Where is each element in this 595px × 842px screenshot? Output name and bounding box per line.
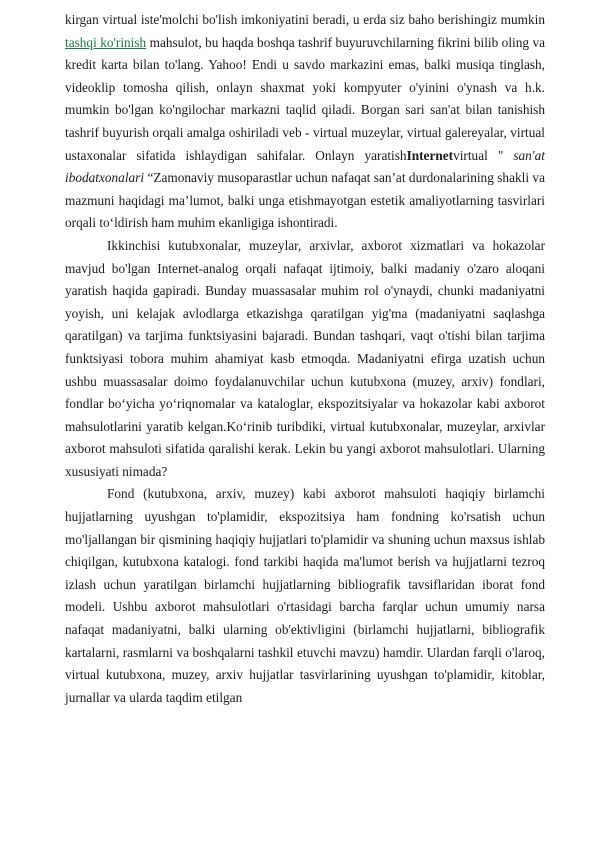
bold-term-internet: Internet — [406, 147, 454, 163]
paragraph-1-text-b: mahsulot, bu haqda boshqa tashrif buyuruvchilarning fikrini bilib oling va kredit karta bilan to'lang. Yahoo! Endi u savdo markazini emas, balki musiqa tinglash, videoklip tomosha qilish, onlayn shaxmat yoki kompyuter o'yinini o'ynash va h.k. mumkin bo'lgan ko'ngilochar markazni taqlid qiladi. Borgan sari san'at bilan tanishish tashrif buyurish orqali amalga oshiriladi veb - virtual muzeylar, virtual galereyalar, virtual ustaxonalar sifatida ishlaydigan sahifalar. Onlayn yaratish — [65, 34, 545, 163]
paragraph-3: Fond (kutubxona, arxiv, muzey) kabi axborot mahsuloti haqiqiy birlamchi hujjatlarning uyushgan to'plamidir, ekspozitsiya ham fondning ko'rsatish uchun mo'ljallangan bir qismining haqiqiy hujjatlari to'plamidir va shuning uchun maxsus ishlab chiqilgan, kutubxona katalogi. fond tarkibi haqida ma'lumot berish va hujjatlarni tezroq izlash uchun yaratilgan birlamchi hujjatlarning bibliografik tavsiflaridan iborat fond modeli. Ushbu axborot mahsulotlari o'rtasidagi barcha farqlar uchun umumiy narsa nafaqat madaniyatni, balki ularning ob'ektivligini (birlamchi hujjatlarni, bibliografik kartalarni, rasmlarni va boshqalarni tashkil etuvchi mavzu) hamdir. Ulardan farqli o'laroq, virtual kutubxona, muzey, arxiv hujjatlar tasvirlarining uyushgan to'plamidir, kitoblar, jurnallar va ularda taqdim etilgan — [65, 486, 545, 705]
paragraph-2: Ikkinchisi kutubxonalar, muzeylar, arxivlar, axborot xizmatlari va hokazolar mavjud bo'lgan Internet-analog orqali nafaqat ijtimoiy, balki madaniy o'zaro aloqani yaratish haqida gapiradi. Bunday muassasalar muhim rol o'ynaydi, chunki madaniyatni yoyish, uni kelajak avlodlarga etkazishga qaratilgan yig'ma (madaniyatni saqlashga qaratilgan) va tarjima funktsiyasini bajaradi. Bundan tashqari, vaqt o'tishi bilan tarjima funktsiyasi tobora muhim ahamiyat kasb etmoqda. Madaniyatni efirga uzatish uchun ushbu muassasalar doimo foydalanuvchilar uchun kutubxona (muzey, arxiv) fondlari, fondlar boʻyicha yoʻriqnomalar va kataloglar, ekspozitsiyalar va hokazolar kabi axborot mahsulotlarini yaratib kelgan.Koʻrinib turibdiki, virtual kutubxonalar, muzeylar, arxivlar axborot mahsuloti sifatida qaralishi kerak. Lekin bu yangi axborot mahsulotlari. Ularning xususiyati nimada? — [65, 237, 545, 479]
paragraph-1-text-c: virtual " — [453, 147, 514, 163]
italic-term-sanat-ibodatxonalari: san'at ibodatxonalari — [65, 147, 545, 186]
document-page — [65, 9, 545, 709]
paragraph-continued — [65, 9, 545, 235]
paragraph-1-text-d: “Zamonaviy musoparastlar uchun nafaqat sanʼat durdonalarining shakli va mazmuni haqidagi maʼlumot, balki unga etishmayotgan estetik amaliyotlarning tasvirlari orqali toʻldirish ham muhim ekanligiga ishontiradi. — [65, 170, 545, 231]
paragraph-1-text-a: kirgan virtual iste'molchi bo'lish imkoniyatini beradi, u erda siz baho berishingiz mumkin — [65, 12, 545, 27]
external-link-tashqi-korinish[interactable]: tashqi ko'rinish — [65, 34, 147, 50]
